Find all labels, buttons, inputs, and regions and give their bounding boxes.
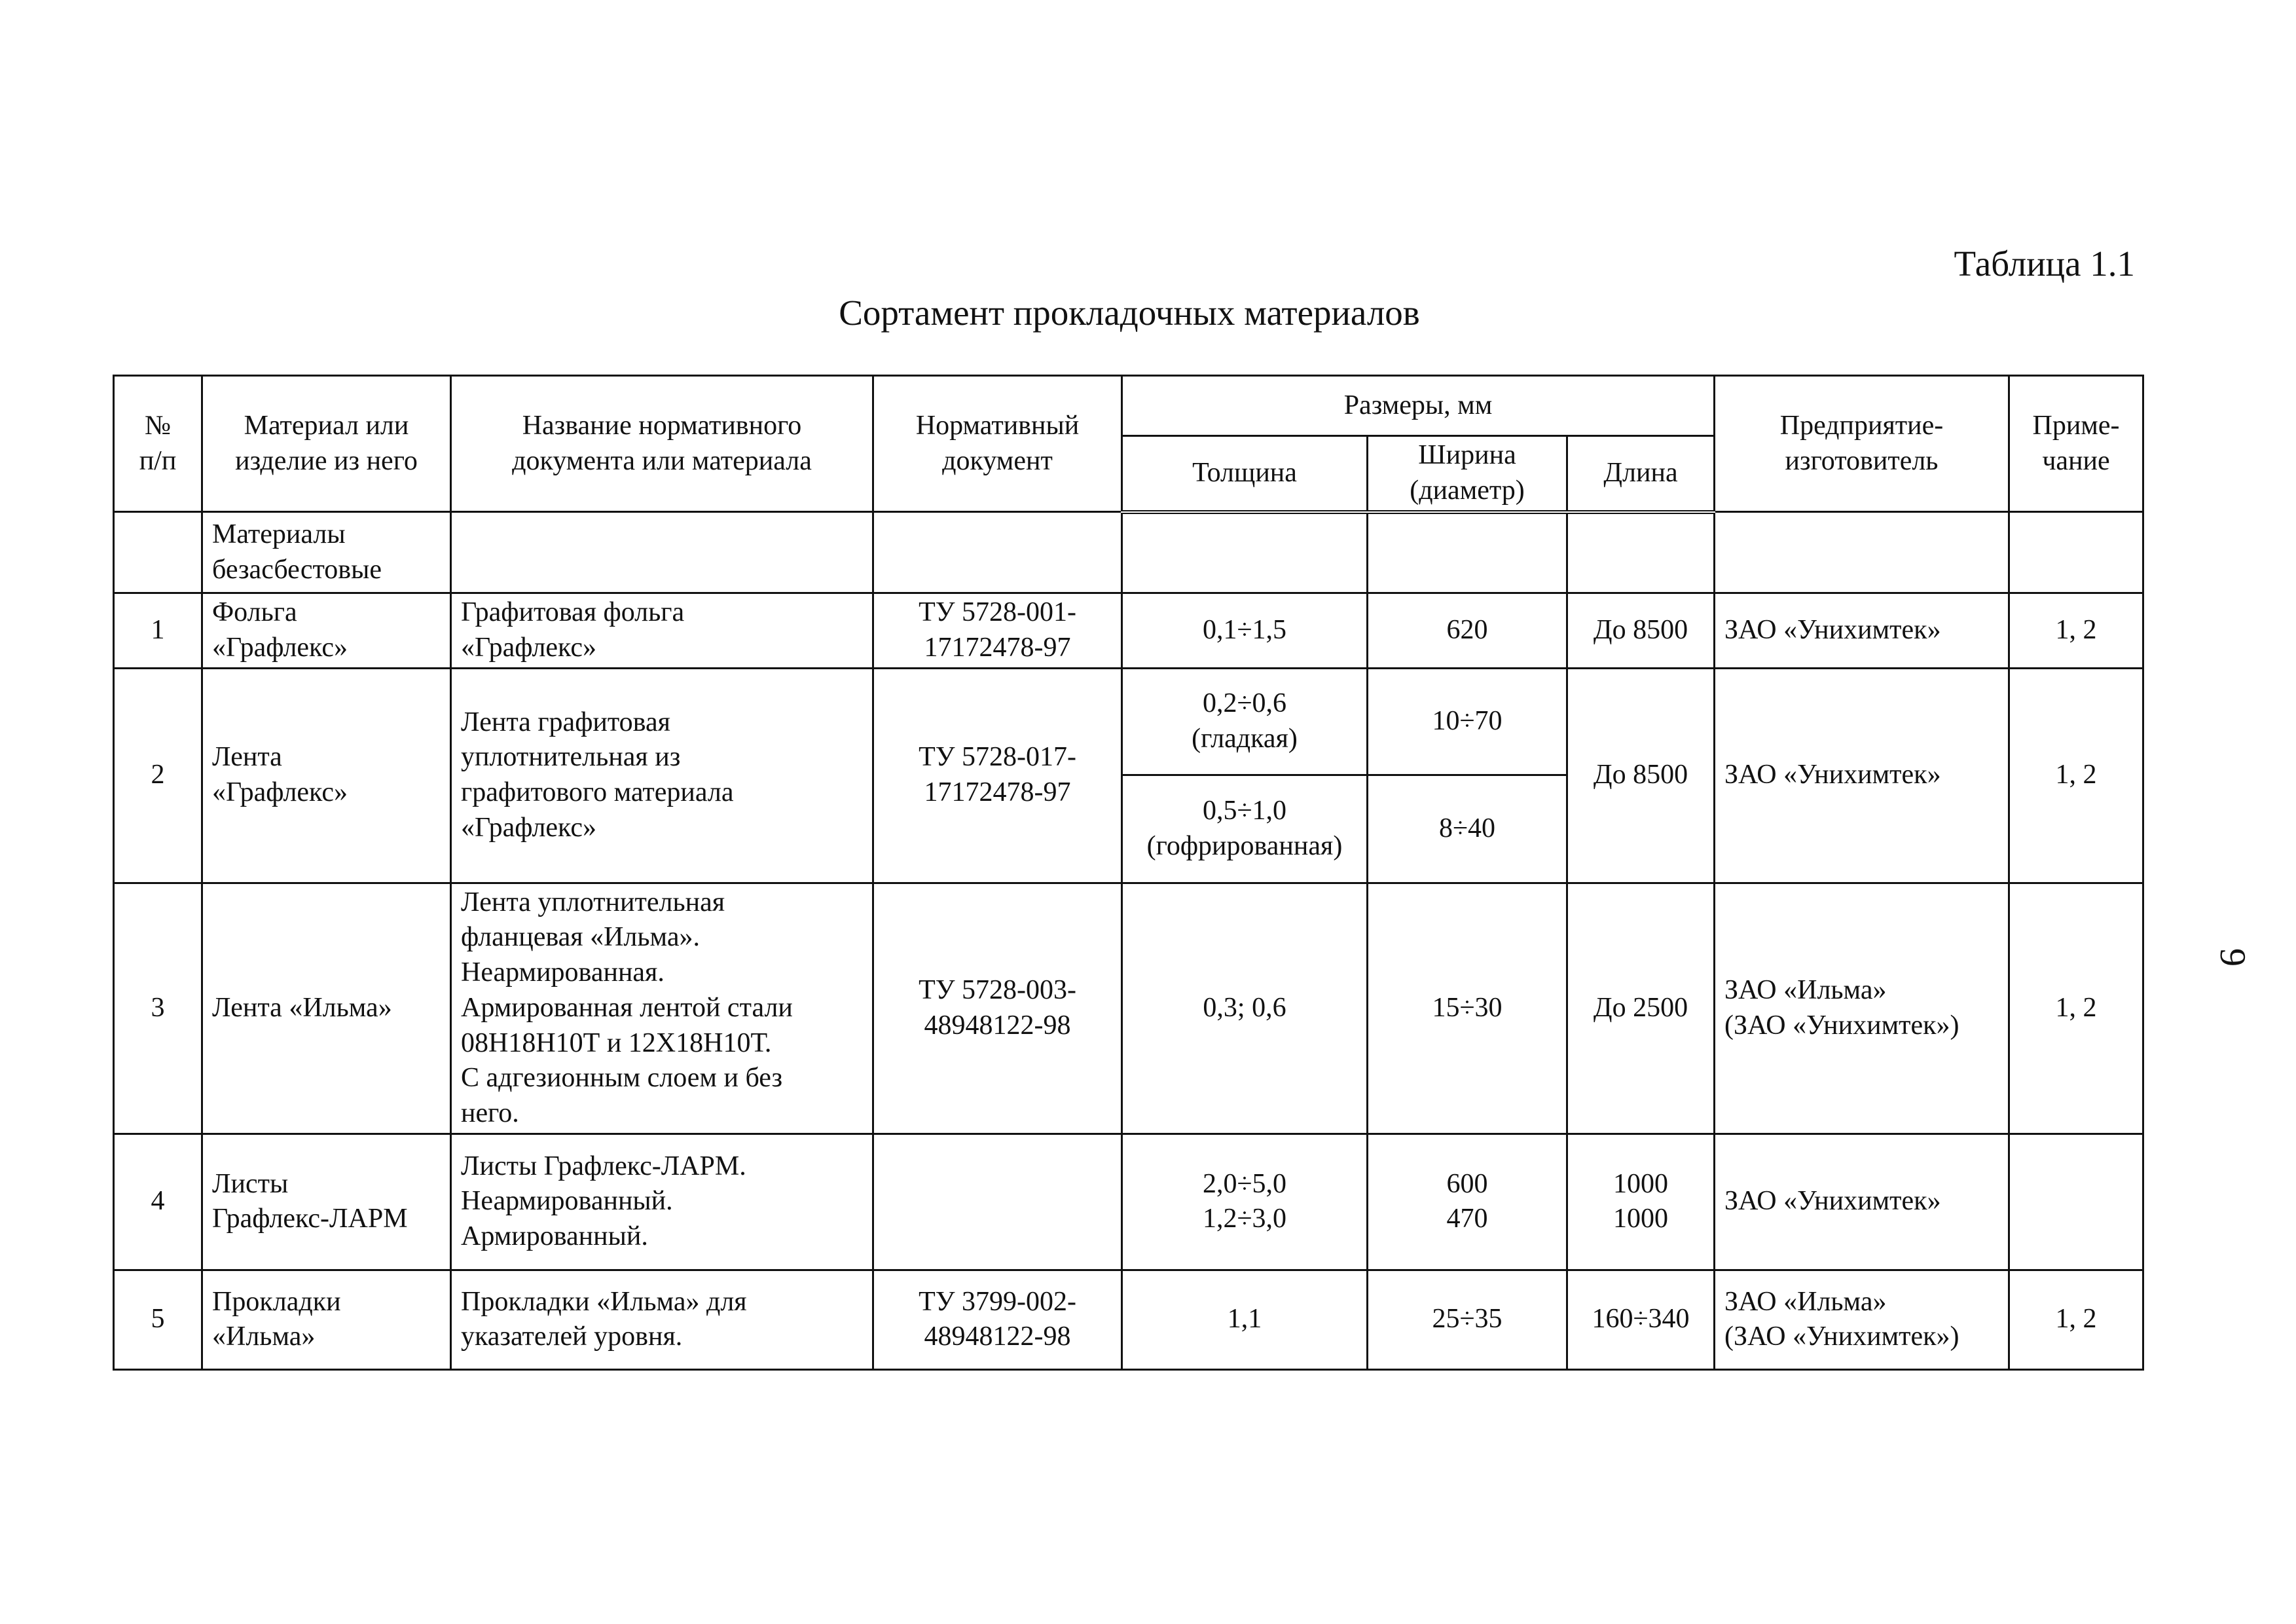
material-cell: Прокладки «Ильма» [202, 1270, 451, 1369]
width-cell: 25÷35 [1368, 1270, 1567, 1369]
thickness-cell-corrugated: 0,5÷1,0 (гофрированная) [1122, 775, 1368, 883]
length-cell: До 8500 [1567, 668, 1715, 883]
note-cell: 1, 2 [2009, 668, 2143, 883]
table-title: Сортамент прокладочных материалов [839, 293, 1420, 333]
length-cell: 160÷340 [1567, 1270, 1715, 1369]
col-header-number: № п/п [114, 376, 202, 512]
materials-table [113, 375, 2144, 1371]
manufacturer-cell: ЗАО «Унихимтек» [1715, 668, 2009, 883]
manufacturer-cell: ЗАО «Унихимтек» [1715, 1134, 2009, 1270]
doc-name-cell: Графитовая фольга «Графлекс» [451, 593, 873, 669]
length-cell: 1000 1000 [1567, 1134, 1715, 1270]
page-number: 9 [2212, 948, 2253, 967]
doc-name-cell: Лента графитовая уплотнительная из графитового материала «Графлекс» [451, 668, 873, 883]
col-header-material: Материал или изделие из него [202, 376, 451, 512]
table-row [114, 593, 2143, 669]
doc-name-cell: Прокладки «Ильма» для указателей уровня. [451, 1270, 873, 1369]
thickness-cell: 0,3; 0,6 [1122, 883, 1368, 1134]
norm-doc-cell [873, 1134, 1122, 1270]
note-cell [2009, 1134, 2143, 1270]
width-cell: 620 [1368, 593, 1567, 669]
thickness-cell-smooth: 0,2÷0,6 (гладкая) [1122, 668, 1368, 775]
width-cell-corrugated: 8÷40 [1368, 775, 1567, 883]
width-cell: 600 470 [1368, 1134, 1567, 1270]
norm-doc-cell: ТУ 5728-017- 17172478-97 [873, 668, 1122, 883]
table-cell [114, 512, 202, 593]
note-cell: 1, 2 [2009, 593, 2143, 669]
col-header-sizes: Размеры, мм [1122, 376, 1715, 436]
norm-doc-cell: ТУ 5728-001- 17172478-97 [873, 593, 1122, 669]
table-number-label: Таблица 1.1 [1954, 244, 2135, 284]
col-header-width: Ширина (диаметр) [1368, 436, 1567, 512]
width-cell: 15÷30 [1368, 883, 1567, 1134]
norm-doc-cell: ТУ 3799-002- 48948122-98 [873, 1270, 1122, 1369]
table-cell [1122, 512, 1368, 593]
table-cell [2009, 512, 2143, 593]
note-cell: 1, 2 [2009, 1270, 2143, 1369]
doc-name-cell: Листы Графлекс-ЛАРМ. Неармированный. Армированный. [451, 1134, 873, 1270]
manufacturer-cell: ЗАО «Унихимтек» [1715, 593, 2009, 669]
section-title: Материалы безасбестовые [202, 512, 451, 593]
thickness-cell: 2,0÷5,0 1,2÷3,0 [1122, 1134, 1368, 1270]
material-cell: Листы Графлекс-ЛАРМ [202, 1134, 451, 1270]
col-header-manufacturer: Предприятие- изготовитель [1715, 376, 2009, 512]
table-row [114, 1134, 2143, 1270]
norm-doc-cell: ТУ 5728-003- 48948122-98 [873, 883, 1122, 1134]
col-header-norm-doc: Нормативный документ [873, 376, 1122, 512]
thickness-cell: 0,1÷1,5 [1122, 593, 1368, 669]
note-cell: 1, 2 [2009, 883, 2143, 1134]
table-cell [451, 512, 873, 593]
col-header-length: Длина [1567, 436, 1715, 512]
row-number: 2 [114, 668, 202, 883]
row-number: 3 [114, 883, 202, 1134]
doc-name-cell: Лента уплотнительная фланцевая «Ильма». Неармированная. Армированная лентой стали 08Н18Н10Т и 12Х18Н10Т. С адгезионным слоем и без него. [451, 883, 873, 1134]
table-row [114, 668, 2143, 775]
length-cell: До 8500 [1567, 593, 1715, 669]
manufacturer-cell: ЗАО «Ильма» (ЗАО «Унихимтек») [1715, 883, 2009, 1134]
length-cell: До 2500 [1567, 883, 1715, 1134]
material-cell: Лента «Графлекс» [202, 668, 451, 883]
table-row [114, 1270, 2143, 1369]
row-number: 5 [114, 1270, 202, 1369]
manufacturer-cell: ЗАО «Ильма» (ЗАО «Унихимтек») [1715, 1270, 2009, 1369]
thickness-cell: 1,1 [1122, 1270, 1368, 1369]
col-header-doc-name: Название нормативного документа или материала [451, 376, 873, 512]
section-row [114, 512, 2143, 593]
material-cell: Фольга «Графлекс» [202, 593, 451, 669]
table-cell [1715, 512, 2009, 593]
width-cell-smooth: 10÷70 [1368, 668, 1567, 775]
table-cell [1368, 512, 1567, 593]
row-number: 1 [114, 593, 202, 669]
table-cell [1567, 512, 1715, 593]
col-header-thickness: Толщина [1122, 436, 1368, 512]
col-header-note: Приме- чание [2009, 376, 2143, 512]
material-cell: Лента «Ильма» [202, 883, 451, 1134]
table-row [114, 883, 2143, 1134]
table-cell [873, 512, 1122, 593]
row-number: 4 [114, 1134, 202, 1270]
